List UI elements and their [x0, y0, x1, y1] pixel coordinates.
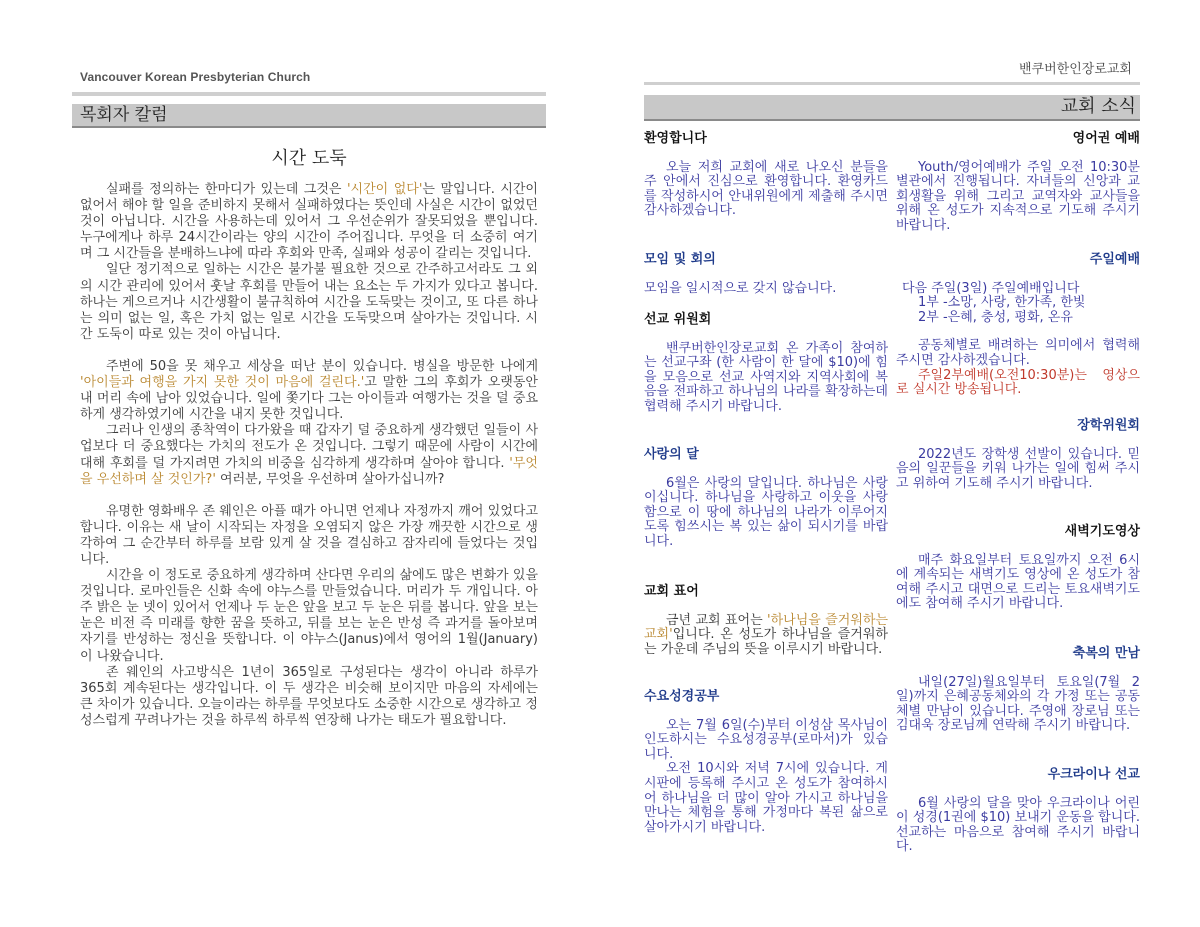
news-heading: 축복의 만남 — [1072, 646, 1140, 661]
news-heading: 선교 위원회 — [644, 312, 712, 327]
news-text-part: 금년 교회 표어는 — [666, 612, 768, 628]
highlighted-quote: '시간이 없다' — [346, 182, 423, 197]
news-text: 오전 10시와 저녁 7시에 있습니다. 게시판에 등록해 주시고 온 성도가 참여하시어 하나님을 더 많이 알아 가시고 하나님을 만나는 체험을 통해 가정마다 복된 삶으로 살아가시기 바랍니다. — [644, 761, 888, 835]
news-heading: 환영합니다 — [644, 131, 707, 146]
news-text: 2022년도 장학생 선발이 있습니다. 믿음의 일꾼들을 키워 나가는 일에 힘써 주시고 위하여 기도해 주시기 바랍니다. — [896, 446, 1140, 491]
church-name-korean: 밴쿠버한인장로교회 — [1018, 62, 1132, 77]
news-heading: 우크라이나 선교 — [1047, 767, 1140, 782]
news-text: 6월 사랑의 달을 맞아 우크라이나 어린이 성경(1권에 $10) 보내기 운동을 합니다. 선교하는 마음으로 참여해 주시기 바랍니다. — [896, 795, 1140, 855]
header-rule-right — [644, 82, 1140, 85]
news-text: 내일(27일)월요일부터 토요일(7월 2일)까지 은혜공동체와의 각 가정 또는 공동체별 만남이 있습니다. 주영애 장로님 또는 김대욱 장로님께 연락해 주시기 바랍니다. — [896, 674, 1140, 734]
news-heading: 모임 및 회의 — [644, 252, 716, 267]
broadcast-notice: 주일2부예배(오전10:30분)는 영상으로 실시간 방송됩니다. — [896, 367, 1140, 398]
paragraph-text: 유명한 영화배우 존 웨인은 아플 때가 아니면 언제나 자정까지 깨어 있었다고 합니다. 이유는 새 날이 시작되는 자정을 오염되지 않은 가장 깨끗한 시간으로 생각하여 그 순간부터 하루를 보람 있게 살 것을 결심하고 잠자리에 들었다는 것입니다. — [80, 503, 538, 567]
paragraph-text: 시간을 이 정도로 중요하게 생각하며 산다면 우리의 삶에도 많은 변화가 있을 것입니다. 로마인들은 신화 속에 야누스를 만들었습니다. 머리가 두 개입니다. 아주 밝은 눈 넷이 있어서 언제나 두 눈은 앞을 보고 두 눈은 뒤를 봅니다. 앞을 보는 눈은 비전 즉 미래를 향한 꿈을 뜻하고, 뒤를 보는 눈은 반성 즉 과거를 돌아보며 자기를 반성하는 정신을 뜻합니다. 이 야누스(Janus)에서 영어의 1월(January)이 나왔습니다. — [80, 568, 538, 664]
news-text: 6월은 사랑의 달입니다. 하나님은 사랑이십니다. 하나님을 사랑하고 이웃을 사랑함으로 이 땅에 하나님의 나라가 이루어지도록 힘쓰시는 복 있는 삶이 되시기를 바랍니다. — [644, 475, 888, 549]
service-line: 1부 -소망, 사랑, 한가족, 한빛 — [918, 295, 1086, 311]
news-text: 매주 화요일부터 토요일까지 오전 6시에 계속되는 새벽기도 영상에 온 성도가 참여해 주시고 대면으로 드리는 토요새벽기도에도 참여해 주시기 바랍니다. — [896, 552, 1140, 612]
news-text: 공동체별로 배려하는 의미에서 협력해 주시면 감사하겠습니다. — [896, 338, 1140, 368]
paragraph-text: 실패를 정의하는 한마디가 있는데 그것은 — [106, 182, 347, 197]
news-item — [896, 768, 1140, 855]
paragraph-text: 고 말한 그의 후회가 오랫동안 내 머리 속에 남아 있었습니다. 일에 쫓기다 그는 아이들과 여행가는 것을 덜 중요하게 생각하였기에 시간을 내지 못한 것입니다. — [80, 375, 538, 423]
highlighted-quote: '아이들과 여행을 가지 못한 것이 마음에 걸린다.' — [80, 375, 365, 391]
news-item — [644, 448, 888, 550]
news-item — [896, 253, 1140, 398]
news-item — [644, 690, 888, 835]
paragraph-text: 그러나 인생의 종착역이 다가왔을 때 갑자기 덜 중요하게 생각했던 일들이 사업보다 더 중요했다는 가치의 전도가 온 것입니다. 그렇기 때문에 사람이 시간에 대해 후회를 덜 가지려면 가치의 비중을 심각하게 생각하며 살아야 합니다. — [80, 423, 538, 471]
highlighted-quote: '무엇을 우선하며 살 것인가?' — [80, 455, 538, 487]
news-item — [896, 525, 1140, 612]
section-title-church-news: 교회 소식 — [644, 95, 1140, 121]
news-text: 모임을 일시적으로 갖지 않습니다. — [644, 280, 837, 296]
news-heading: 영어권 예배 — [1072, 131, 1140, 146]
paragraph-text: 여러분, 무엇을 우선하며 살아가십니까? — [215, 471, 445, 487]
news-item — [896, 419, 1140, 491]
news-text: Youth/영어예배가 주일 오전 10:30분 별관에서 진행됩니다. 자녀들의 신앙과 교회생활을 위해 그리고 교역자와 교사들을 위해 온 성도가 지속적으로 기도해 주시기 바랍니다. — [896, 159, 1140, 233]
news-item — [644, 132, 888, 219]
service-line: 다음 주일(3일) 주일예배입니다 — [902, 280, 1080, 296]
news-heading: 새벽기도영상 — [1064, 524, 1140, 539]
news-item — [896, 647, 1140, 734]
section-title-pastor-column: 목회자 칼럼 — [72, 104, 546, 128]
news-heading: 교회 표어 — [644, 584, 699, 599]
church-name-english: Vancouver Korean Presbyterian Church — [80, 70, 311, 84]
news-heading: 장학위원회 — [1077, 418, 1140, 433]
paragraph-text: 일단 정기적으로 일하는 시간은 불가불 필요한 것으로 간주하고서라도 그 외의 시간 관리에 있어서 훗날 후회를 만들어 내는 요소는 두 가지가 있다고 봅니다. 하나는 게으르거나 시간생활이 불규칙하여 시간을 도둑맞는 것이고, 또 다른 하나는 의미 없는 일, 혹은 가치 없는 일로 시간을 도둑맞으며 살아가는 것입니다. 시간 도둑이 따로 있는 것이 아닙니다. — [80, 262, 538, 342]
news-text: 밴쿠버한인장로교회 온 가족이 참여하는 선교구좌 (한 사람이 한 달에 $10)에 힘을 모음으로 선교 사역지와 지역사회에 복음을 전파하고 하나님의 나라를 확장하는데 협력해 주시기 바랍니다. — [644, 340, 888, 414]
paragraph-text: 주변에 50을 못 채우고 세상을 떠난 분이 있습니다. 병실을 방문한 나에게 — [106, 358, 538, 374]
paragraph-text: 존 웨인의 사고방식은 1년이 365일로 구성된다는 생각이 아니라 하루가 365회 계속된다는 생각입니다. 이 두 생각은 비슷해 보이지만 마음의 자세에는 큰 차이가 있습니다. 오늘이라는 하루를 무엇보다도 소중한 시간으로 생각하고 정성스럽게 꾸려나가는 것을 하루씩 하루씩 연장해 나가는 태도가 필요합니다. — [80, 664, 538, 728]
news-item — [644, 253, 888, 296]
paragraph-text: 는 말입니다. 시간이 없어서 해야 할 일을 준비하지 못해서 실패하였다는 뜻인데 사실은 시간이 없었던 것이 아닙니다. 시간을 사용하는데 있어서 그 우선순위가 잘못되었을 뿐입니다. 누구에게나 하루 24시간이라는 양의 시간이 주어집니다. 무엇을 더 소중히 여기며 그 시간들을 분배하느냐에 따라 후회와 만족, 실패와 성공이 갈리는 것입니다. — [80, 182, 538, 262]
motto-highlight: '하나님을 즐거워하는 교회' — [644, 612, 888, 643]
news-item — [644, 585, 888, 657]
news-heading: 주일예배 — [1089, 252, 1140, 267]
news-heading: 사랑의 달 — [644, 447, 699, 462]
service-line: 2부 -은혜, 충성, 평화, 온유 — [918, 309, 1073, 325]
news-text: 오는 7월 6일(수)부터 이성삼 목사님이 인도하시는 수요성경공부(로마서)가 있습니다. — [644, 717, 888, 762]
news-text-part: 입니다. 온 성도가 하나님을 즐거워하는 가운데 주님의 뜻을 이루시기 바랍니다. — [644, 627, 888, 657]
article-heading: 시간 도둑 — [271, 148, 347, 169]
news-text: 오늘 저희 교회에 새로 나오신 분들을 주 안에서 진심으로 환영합니다. 환영카드를 작성하시어 안내위원에게 제출해 주시면 감사하겠습니다. — [644, 159, 888, 219]
news-heading: 수요성경공부 — [644, 689, 720, 704]
news-text — [644, 614, 888, 658]
news-item — [644, 313, 888, 415]
news-item — [896, 132, 1140, 234]
